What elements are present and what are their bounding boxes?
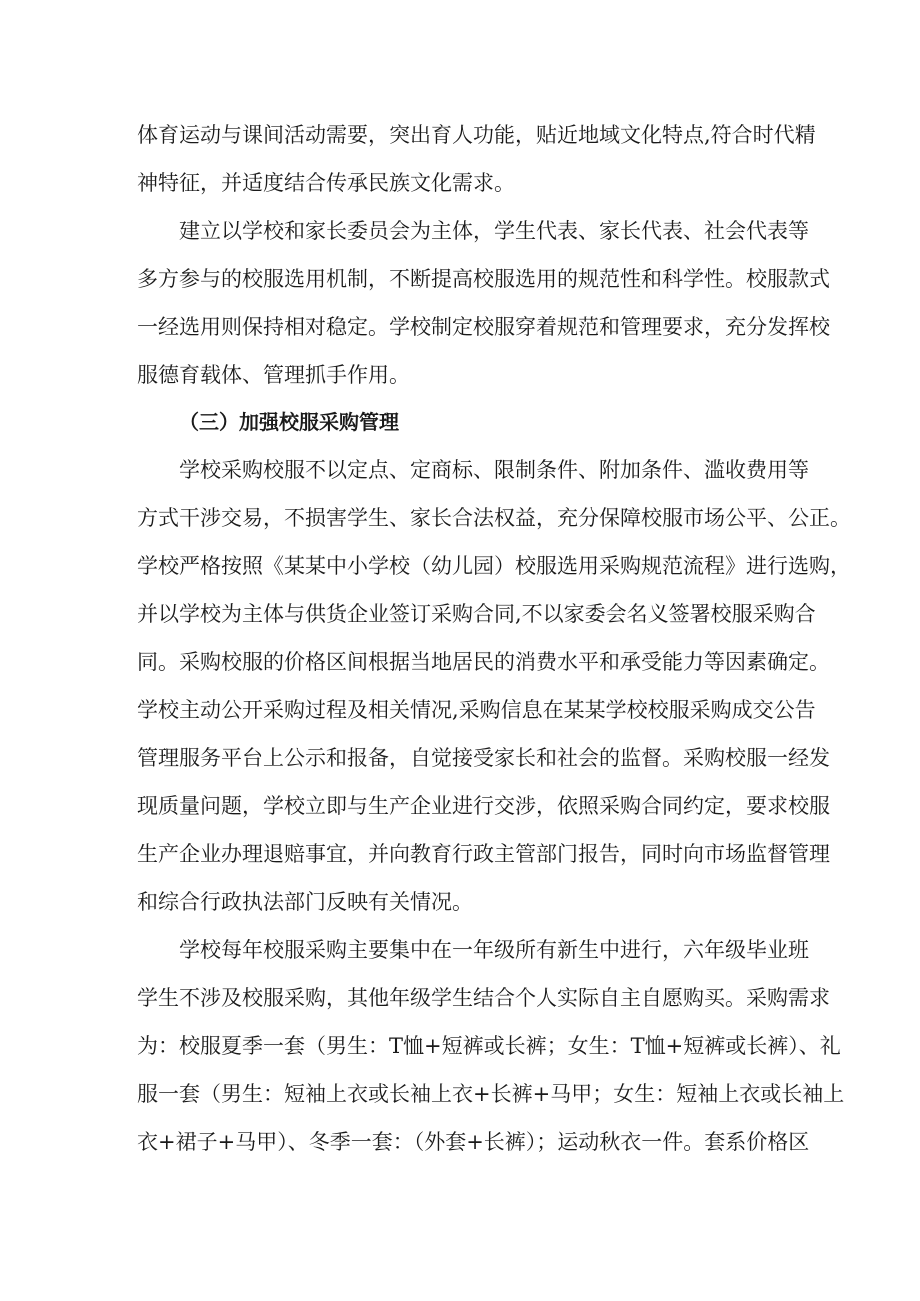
paragraph-line: 建立以学校和家长委员会为主体，学生代表、家长代表、社会代表等	[179, 219, 809, 243]
paragraph-line: 服一套（男生：短袖上衣或长袖上衣+长裤+马甲；女生：短袖上衣或长袖上	[137, 1082, 845, 1106]
paragraph-line: 并以学校为主体与供货企业签订采购合同,不以家委会名义签署校服采购合	[137, 602, 816, 626]
paragraph-line: 学校主动公开采购过程及相关情况,采购信息在某某学校校服采购成交公告	[137, 698, 816, 722]
paragraph-line: 一经选用则保持相对稳定。学校制定校服穿着规范和管理要求，充分发挥校	[137, 315, 830, 339]
paragraph-line: 管理服务平台上公示和报备，自觉接受家长和社会的监督。采购校服一经发	[137, 746, 830, 770]
paragraph-line: 和综合行政执法部门反映有关情况。	[137, 890, 473, 914]
paragraph-line: 学校每年校服采购主要集中在一年级所有新生中进行，六年级毕业班	[179, 938, 809, 962]
paragraph-line: 体育运动与课间活动需要，突出育人功能，贴近地域文化特点,符合时代精	[137, 123, 816, 147]
paragraph-line: 同。采购校服的价格区间根据当地居民的消费水平和承受能力等因素确定。	[137, 650, 830, 674]
paragraph-line: 现质量问题，学校立即与生产企业进行交涉，依照采购合同约定，要求校服	[137, 794, 830, 818]
paragraph-line: 衣+裙子+马甲）、冬季一套：（外套+长裤）；运动秋衣一件。套系价格区	[137, 1130, 810, 1154]
paragraph-line: 学校采购校服不以定点、定商标、限制条件、附加条件、滥收费用等	[179, 458, 809, 482]
section-heading: （三）加强校服采购管理	[179, 410, 399, 434]
paragraph-line: 学生不涉及校服采购，其他年级学生结合个人实际自主自愿购买。采购需求	[137, 986, 830, 1010]
paragraph-line: 方式干涉交易，不损害学生、家长合法权益，充分保障校服市场公平、公正。	[137, 506, 851, 530]
paragraph-line: 为：校服夏季一套（男生：T恤+短裤或长裤；女生：T恤+短裤或长裤）、礼	[137, 1034, 841, 1058]
paragraph-line: 生产企业办理退赔事宜，并向教育行政主管部门报告，同时向市场监督管理	[137, 842, 830, 866]
paragraph-line: 多方参与的校服选用机制，不断提高校服选用的规范性和科学性。校服款式	[137, 267, 830, 291]
paragraph-line: 学校严格按照《某某中小学校（幼儿园）校服选用采购规范流程》进行选购，	[137, 554, 851, 578]
paragraph-line: 服德育载体、管理抓手作用。	[137, 363, 410, 387]
paragraph-line: 神特征，并适度结合传承民族文化需求。	[137, 171, 515, 195]
